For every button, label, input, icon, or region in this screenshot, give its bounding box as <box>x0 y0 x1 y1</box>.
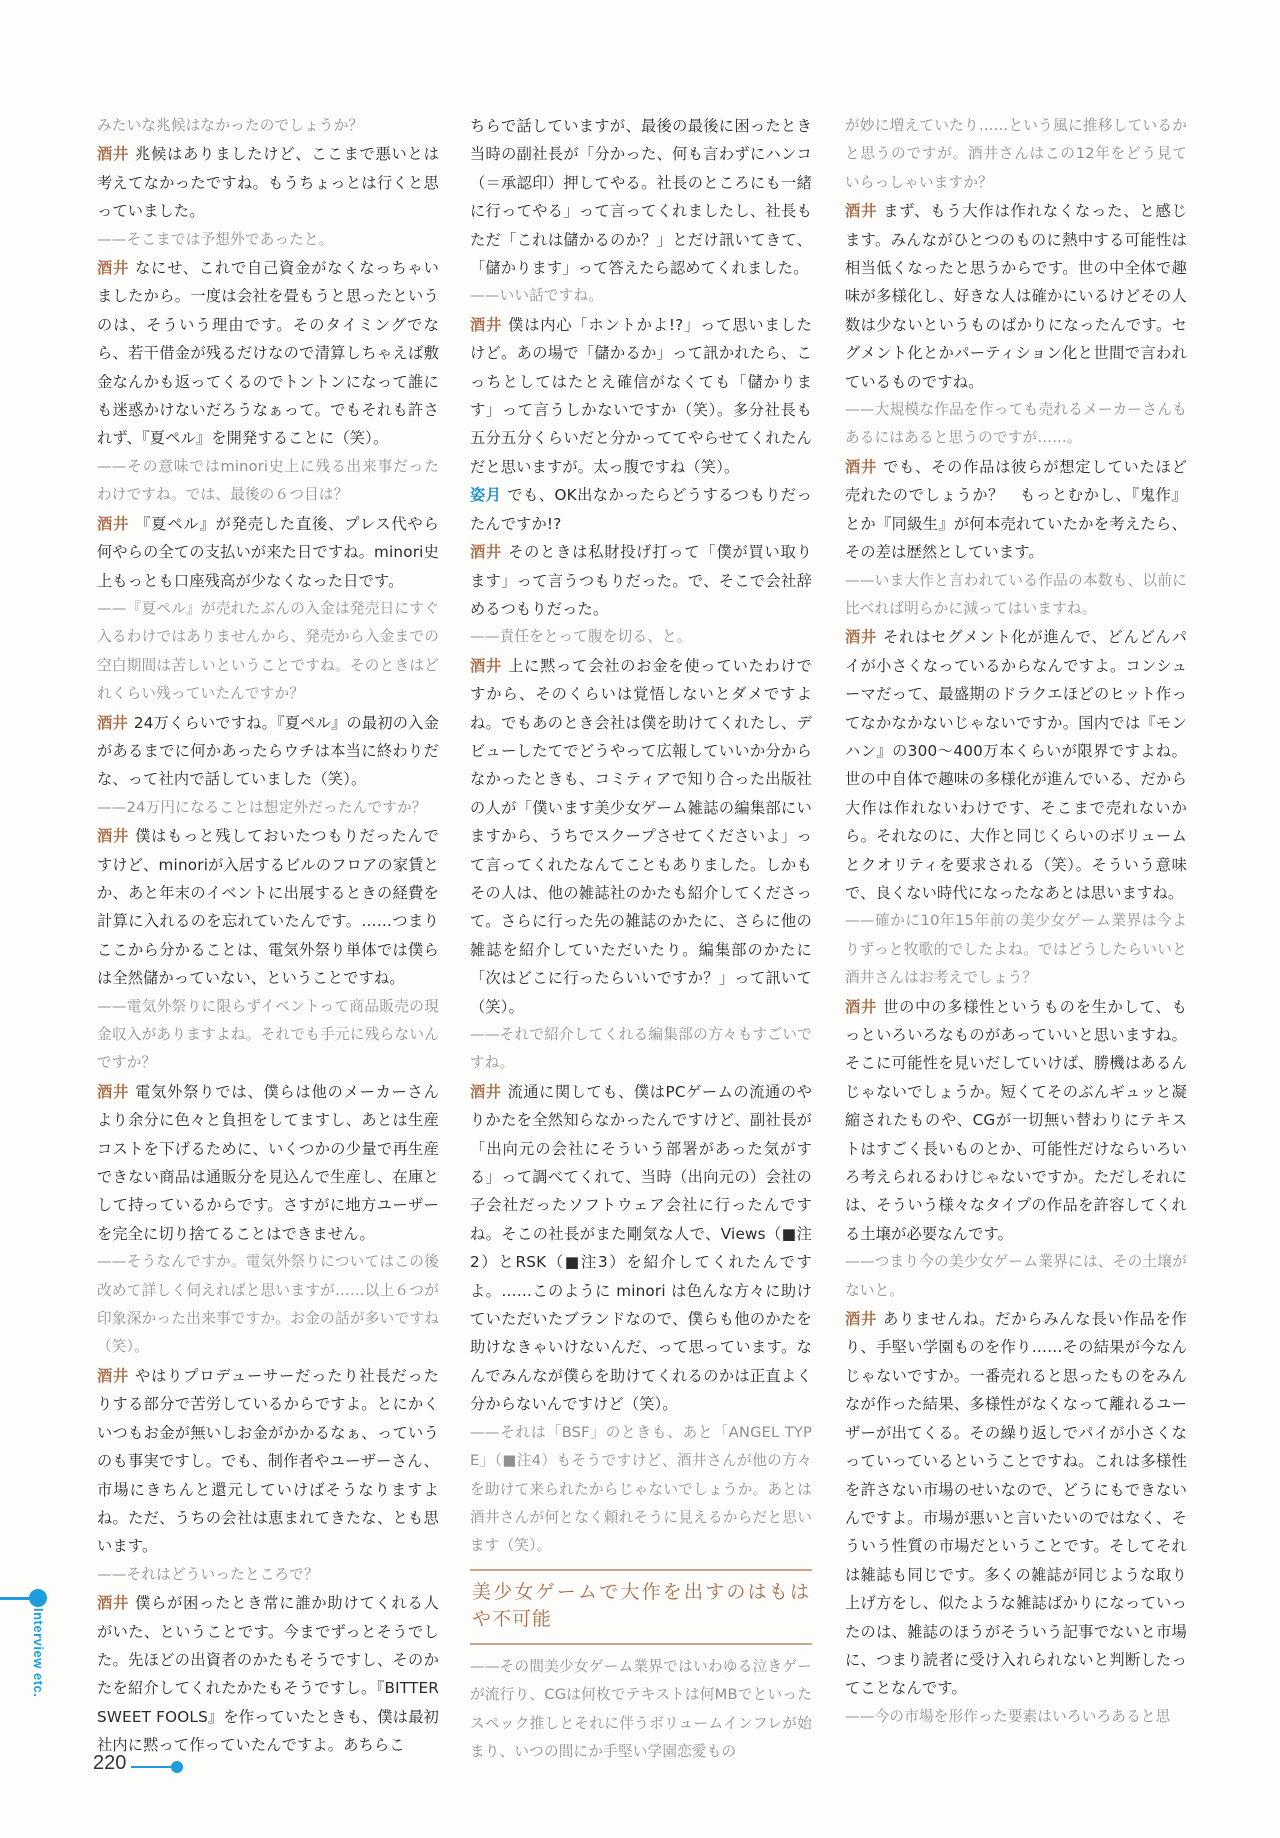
paragraph-text: 『夏ペル』が発売した直後、プレス代やら何やらの全ての支払いが来た日ですね。minori史上もっとも口座残高が少なくなった日です。 <box>97 514 439 590</box>
column-2 <box>470 112 812 1766</box>
paragraph-text: ——今の市場を形作った要素はいろいろあると思 <box>845 1707 1171 1725</box>
paragraph-text: ——大規模な作品を作っても売れるメーカーさんもあるにはあると思うのですが……。 <box>845 401 1187 447</box>
speaker-name: 酒井 <box>845 997 878 1016</box>
paragraph-text: ——電気外祭りに限らずイベントって商品販売の現金収入がありますよね。それでも手元に残らないんですか？ <box>97 997 439 1072</box>
paragraph-text: みたいな兆候はなかったのでしょうか？ <box>97 117 364 134</box>
paragraph-text: 僕はもっと残しておいたつもりだったんですけど、minoriが入居するビルのフロアの家賃とか、あと年末のイベントに出展するときの経費を計算に入れるのを忘れていたんです。……つまりここから分かることは、電気外祭り単体では僕らは全然儲かっていない、ということですね。 <box>97 827 439 988</box>
speaker-name: 酒井 <box>97 1366 130 1385</box>
interviewer-question <box>97 112 439 140</box>
paragraph-text: 僕らが困ったとき常に誰か助けてくれる人がいた、ということです。今までずっとそうでした。先ほどの出資者のかたもそうですし、そのかたを紹介してくれたかたもそうですし。『BITTERSWEET FOOLS』を作っていたときも、僕は最初社内に黙って作っていたんですよ。あちらこ <box>97 1594 439 1755</box>
paragraph-text: でも、OK出なかったらどうするつもりだったんですか!? <box>470 486 812 533</box>
speaker-paragraph <box>845 623 1187 907</box>
paragraph-text: ——そこまでは予想外であったと。 <box>97 230 334 248</box>
paragraph-text: ありませんね。だからみんな長い作品を作り、手堅い学園ものを作り……その結果が今なんじゃないですか。一番売れると思ったものをみんなが作った結果、多様性がなくなって離れるユーザーが出てくる。その繰り返しでパイが小さくなっていっているということですね。これは多様性を許さない市場のせいなので、どうにもできないんですよ。市場が悪いと言いたいのではなく、そういう性質の市場だということです。そしてそれは雑誌も同じです。多くの雑誌が同じような取り上げ方をし、似たような雑誌ばかりになっていったのは、雑誌のほうがそういう記事でないと市場に、つまり読者に受け入れられないと判断したってことなんです。 <box>845 1310 1187 1698</box>
speaker-paragraph <box>97 1362 439 1561</box>
interviewer-question <box>845 112 1187 197</box>
speaker-paragraph <box>470 538 812 623</box>
paragraph-text: それはセグメント化が進んで、どんどんパイが小さくなっているからなんですよ。コンシューマだって、最盛期のドラクエほどのヒット作ってなかなかないじゃないですか。国内では『モンハン』の300〜400万本くらいが限界ですよね。世の中自体で趣味の多様化が進んでいる、だから大作は作れないわけです、そこまで売れないから。それなのに、大作と同じくらいのボリュームとクオリティを要求される（笑）。そういう意味で、良くない時代になったなあとは思いますね。 <box>845 628 1187 902</box>
speaker-name: 酒井 <box>97 514 130 533</box>
speaker-name: 酒井 <box>470 656 503 675</box>
side-accent-line <box>0 1597 30 1600</box>
interviewer-question <box>97 595 439 709</box>
speaker-name: 酒井 <box>470 1082 502 1101</box>
column-3 <box>845 112 1187 1731</box>
paragraph-text: ——それで紹介してくれる編集部の方々もすごいですね。 <box>470 1026 812 1072</box>
paragraph-text: 僕は内心「ホントかよ!?」って思いましたけど。あの場で「儲かるか」って訊かれたら、こっちとしてはたとえ確信がなくても「儲かります」って言うしかないですか（笑）。多分社長も五分五分くらいだと分かっててやらせてくれたんだと思いますが。太っ腹ですね（笑）。 <box>470 315 812 476</box>
speaker-paragraph <box>845 197 1187 396</box>
speaker-paragraph <box>470 652 812 1021</box>
interviewer-question <box>97 1561 439 1589</box>
paragraph-text: ——その意味ではminori史上に残る出来事だったわけですね。では、最後の６つ目は？ <box>97 457 439 504</box>
speaker-name: 酒井 <box>97 259 130 278</box>
interviewer-question <box>845 396 1187 453</box>
speaker-paragraph <box>845 1305 1187 1703</box>
paragraph-text: 世の中の多様性というものを生かして、もっといろいろなものがあっていいと思いますね。そこに可能性を見いだしていけば、勝機はあるんじゃないでしょうか。短くてそのぶんギュッと凝縮されたものや、CGが一切無い替わりにテキストはすごく長いものとか、可能性だけならいろいろ考えられるわけじゃないですか。ただしそれには、そういう様々なタイプの作品を許容してくれる土壌が必要なんです。 <box>845 997 1187 1243</box>
speaker-name: 酒井 <box>845 202 878 221</box>
interviewer-question <box>470 623 812 651</box>
section-heading: 美少女ゲームで大作を出すのはもはや不可能 <box>470 1569 812 1645</box>
interviewer-question <box>97 794 439 822</box>
speaker-paragraph <box>470 311 812 481</box>
continued-paragraph <box>470 112 812 282</box>
paragraph-text: そのときは私財投げ打って「僕が買い取ります」って言うつもりだった。で、そこで会社辞めるつもりだった。 <box>470 543 812 618</box>
speaker-name: 酒井 <box>97 713 128 732</box>
side-accent-dot <box>29 1589 47 1607</box>
paragraph-text: 兆候はありましたけど、ここまで悪いとは考えてなかったですね。もうちょっとは行くと思っていました。 <box>97 145 439 221</box>
interviewer-question <box>845 907 1187 992</box>
speaker-paragraph <box>97 709 439 794</box>
paragraph-text: ——確かに10年15年前の美少女ゲーム業界は今よりずっと牧歌的でしたよね。ではどうしたらいいと酒井さんはお考えでしょう？ <box>845 912 1187 987</box>
speaker-name: 酒井 <box>97 827 130 846</box>
paragraph-text: ——それはどういったところで？ <box>97 1565 319 1583</box>
speaker-paragraph <box>97 1078 439 1248</box>
speaker-paragraph <box>845 453 1187 567</box>
speaker-name: 酒井 <box>97 145 130 164</box>
paragraph-text: ——その間美少女ゲーム業界ではいわゆる泣きゲーが流行り、CGは何枚でテキストは何MBでといったスペック推しとそれに伴うボリュームインフレが始まり、いつの間にか手堅い学園恋愛もの <box>470 1657 812 1760</box>
paragraph-text: 上に黙って会社のお金を使っていたわけですから、そのくらいは覚悟しないとダメですよね。でもあのとき会社は僕を助けてくれたし、デビューしたてでどうやって広報していいか分からなかったときも、コミティアで知り合った出版社の人が「僕います美少女ゲーム雑誌の編集部にいますから、うちでスクープさせてくださいよ」って言ってくれたなんてこともありました。しかもその人は、他の雑誌社のかたも紹介してくださって。さらに行った先の雑誌のかたに、さらに他の雑誌を紹介していただいたり。編集部のかたに「次はどこに行ったらいいですか？」って訊いて（笑）。 <box>470 656 812 1016</box>
interviewer-question <box>470 1653 812 1767</box>
speaker-name: 酒井 <box>97 1082 130 1101</box>
column-1 <box>97 112 439 1760</box>
speaker-paragraph <box>470 1078 812 1419</box>
paragraph-text: 24万くらいですね。『夏ペル』の最初の入金があるまでに何かあったらウチは本当に終わりだな、って社内で話していました（笑）。 <box>97 713 439 789</box>
paragraph-text: ——それは「BSF」のときも、あと「ANGEL TYPE」（■注4）もそうですけど、酒井さんが他の方々を助けて来られたからじゃないでしょうか。あとは酒井さんが何となく頼れそうに見えるからだと思います（笑）。 <box>470 1423 812 1555</box>
interviewer-question <box>845 1703 1187 1731</box>
speaker-paragraph <box>97 510 439 595</box>
paragraph-text: ——いま大作と言われている作品の本数も、以前に比べれば明らかに減ってはいますね。 <box>845 571 1187 617</box>
speaker-name: 酒井 <box>845 457 878 476</box>
paragraph-text: なにせ、これで自己資金がなくなっちゃいましたから。一度は会社を畳もうと思ったというのは、そういう理由です。そのタイミングでなら、若干借金が残るだけなので清算しちゃえば敷金なんかも返ってくるのでトントンになって誰にも迷惑かけないだろうなぁって。でもそれも許されず、『夏ペル』を開発することに（笑）。 <box>97 259 439 448</box>
interviewer-question <box>97 226 439 254</box>
paragraph-text: ——そうなんですか。電気外祭りについてはこの後改めて詳しく伺えればと思いますが……以上６つが印象深かった出来事ですか。お金の話が多いですね（笑）。 <box>97 1253 439 1356</box>
paragraph-text: やはりプロデューサーだったり社長だったりする部分で苦労しているからですよ。とにかくいつもお金が無いしお金がかかるなぁ、っていうのも事実ですし。でも、制作者やユーザーさん、市場にきちんと還元していけばそうなりますよね。ただ、うちの会社は恵まれてきたな、とも思います。 <box>97 1366 439 1556</box>
speaker-paragraph <box>470 481 812 538</box>
speaker-name: 酒井 <box>97 1594 130 1613</box>
speaker-name: 酒井 <box>845 1310 878 1329</box>
paragraph-text: 流通に関しても、僕はPCゲームの流通のやりかたを全然知らなかったんですけど、副社長が「出向元の会社にそういう部署があった気がする」って調べてくれて、当時（出向元の）会社の子会社だったソフトウェア会社に行ったんですね。そこの社長がまた剛気な人で、Views（■注2）とRSK（■注3）を紹介してくれたんですよ。……このように minori は色んな方々に助けていただいたブランドなので、僕らも他のかたを助けなきゃいけないんだ、って思っています。なんでみんなが僕らを助けてくれるのかは正直よく分からないんですけど（笑）。 <box>470 1082 813 1414</box>
speaker-paragraph <box>97 1589 439 1759</box>
speaker-paragraph <box>97 822 439 992</box>
speaker-paragraph <box>97 254 439 453</box>
page-number-dot <box>171 1761 183 1773</box>
paragraph-text: まず、もう大作は作れなくなった、と感じます。みんながひとつのものに熱中する可能性は相当低くなったと思うからです。世の中全体で趣味が多様化し、好きな人は確かにいるけどその人数は少ないというものばかりになったんです。セグメント化とかパーティション化と世間で言われているものですね。 <box>845 202 1187 391</box>
interviewer-question <box>97 1248 439 1362</box>
interviewer-question <box>470 1419 812 1561</box>
paragraph-text: ——いい話ですね。 <box>470 287 604 305</box>
interviewer-question <box>470 1021 812 1078</box>
interviewer-question <box>97 453 439 510</box>
paragraph-text: ——24万円になることは想定外だったんですか？ <box>97 798 427 816</box>
paragraph-text: ——責任をとって腹を切る、と。 <box>470 628 692 646</box>
speaker-name: 酒井 <box>470 543 503 562</box>
page-number-line <box>131 1766 174 1768</box>
speaker-paragraph <box>97 140 439 225</box>
interviewer-question <box>97 993 439 1078</box>
paragraph-text: が妙に増えていたり……という風に推移しているかと思うのですが。酒井さんはこの12年をどう見ていらっしゃいますか？ <box>845 117 1187 191</box>
interviewer-question <box>470 282 812 310</box>
page-number: 220 <box>93 1752 127 1774</box>
section-label: Interview etc. <box>31 1608 46 1698</box>
interviewer-question <box>845 567 1187 624</box>
paragraph-text: でも、その作品は彼らが想定していたほど売れたのでしょうか？ もっとむかし、『鬼作』とか『同級生』が何本売れていたかを考えたら、その差は歴然としています。 <box>845 457 1187 562</box>
speaker-name: 姿月 <box>470 486 502 505</box>
paragraph-text: ちらで話していますが、最後の最後に困ったとき当時の副社長が「分かった、何も言わずにハンコ（＝承認印）押してやる。社長のところにも一緒に行ってやる」って言ってくれましたし、社長もただ「これは儲かるのか？」とだけ訊いてきて、「儲かります」って答えたら認めてくれました。 <box>470 117 812 278</box>
speaker-paragraph <box>845 993 1187 1249</box>
paragraph-text: ——つまり今の美少女ゲーム業界には、その土壌がないと。 <box>845 1253 1187 1299</box>
speaker-name: 酒井 <box>845 628 878 647</box>
speaker-name: 酒井 <box>470 315 503 334</box>
paragraph-text: 電気外祭りでは、僕らは他のメーカーさんより余分に色々と負担をしてますし、あとは生産コストを下げるために、いくつかの少量で再生産できない商品は通販分を見込んで生産し、在庫として持っているからです。さすがに地方ユーザーを完全に切り捨てることはできません。 <box>97 1082 439 1243</box>
paragraph-text: ——『夏ペル』が売れたぶんの入金は発売日にすぐ入るわけではありませんから、発売から入金までの空白期間は苦しいということですね。そのときはどれくらい残っていたんですか？ <box>97 599 439 703</box>
interviewer-question <box>845 1248 1187 1305</box>
